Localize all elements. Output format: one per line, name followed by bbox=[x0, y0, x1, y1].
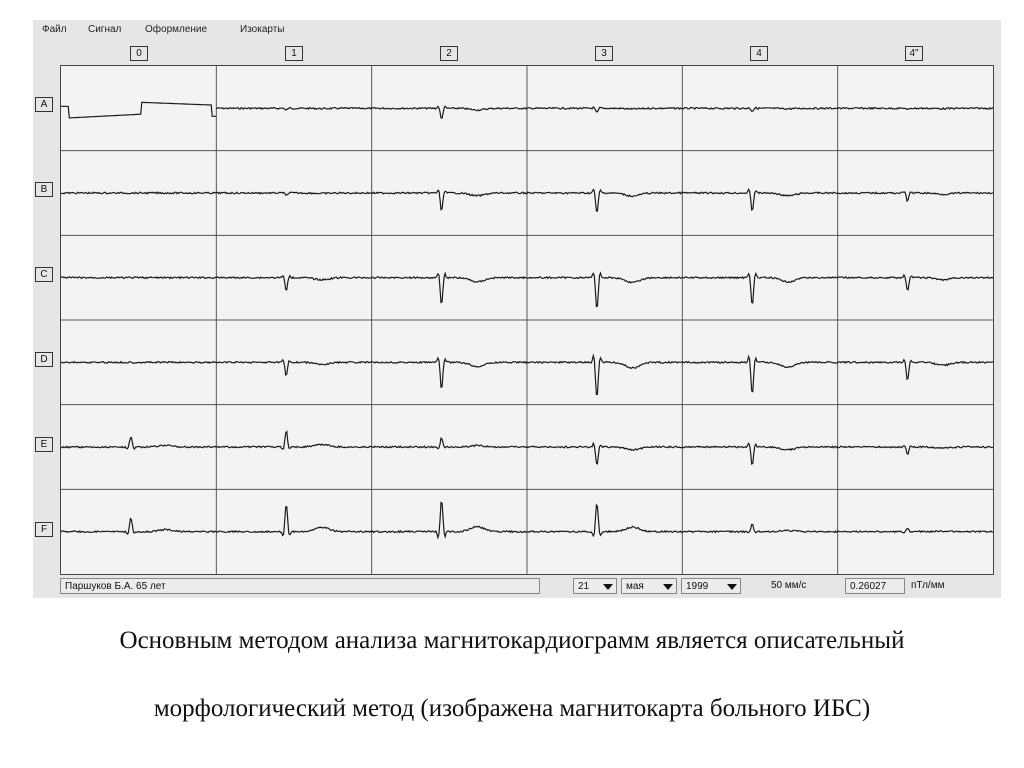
day-dropdown-arrow-icon[interactable] bbox=[603, 584, 613, 590]
menu-bar bbox=[33, 20, 1001, 40]
trace-e-3 bbox=[527, 443, 682, 464]
trace-d-2 bbox=[372, 358, 527, 387]
day-select[interactable] bbox=[573, 578, 617, 594]
month-value: мая bbox=[626, 581, 644, 592]
column-label-3[interactable]: 3 bbox=[595, 46, 613, 61]
scale-unit-label: пТл/мм bbox=[911, 580, 945, 591]
trace-f-1 bbox=[216, 507, 371, 536]
trace-e-0 bbox=[61, 437, 216, 449]
row-label-f[interactable]: F bbox=[35, 522, 53, 537]
trace-c-5 bbox=[838, 275, 993, 290]
speed-label: 50 мм/с bbox=[771, 580, 807, 591]
trace-b-5 bbox=[838, 192, 993, 201]
trace-a-3 bbox=[527, 107, 682, 112]
trace-f-3 bbox=[527, 505, 682, 536]
row-label-d[interactable]: D bbox=[35, 352, 53, 367]
day-value: 21 bbox=[578, 581, 590, 592]
trace-b-0 bbox=[61, 192, 216, 194]
year-value: 1999 bbox=[686, 581, 709, 592]
year-dropdown-arrow-icon[interactable] bbox=[727, 584, 737, 590]
trace-d-4 bbox=[682, 357, 837, 392]
row-label-e[interactable]: E bbox=[35, 437, 53, 452]
trace-b-3 bbox=[527, 190, 682, 212]
trace-d-0 bbox=[61, 362, 216, 364]
application-window bbox=[33, 20, 1001, 598]
trace-a-1 bbox=[216, 108, 371, 110]
menu-appearance[interactable]: Оформление bbox=[145, 24, 208, 35]
trace-b-1 bbox=[216, 192, 371, 195]
trace-a-5 bbox=[838, 108, 993, 110]
scale-value-field[interactable]: 0.26027 bbox=[845, 578, 905, 594]
trace-c-4 bbox=[682, 274, 837, 303]
trace-a-4 bbox=[682, 107, 837, 111]
trace-c-0 bbox=[61, 277, 216, 279]
trace-d-3 bbox=[527, 356, 682, 395]
trace-e-1 bbox=[216, 432, 371, 449]
trace-a-0 bbox=[61, 102, 216, 118]
patient-name-field: Паршуков Б.А. 65 лет bbox=[60, 578, 540, 594]
trace-f-2 bbox=[372, 503, 527, 538]
status-bar bbox=[33, 576, 1001, 598]
year-select[interactable] bbox=[681, 578, 741, 594]
caption-line-2: морфологический метод (изображена магнитокарта больного ИБС) bbox=[153, 695, 871, 722]
signal-plot-area bbox=[60, 65, 994, 575]
column-label-4[interactable]: 4 bbox=[750, 46, 768, 61]
menu-isomaps[interactable]: Изокарты bbox=[240, 24, 285, 35]
trace-c-2 bbox=[372, 273, 527, 302]
column-label-4-prime[interactable]: 4" bbox=[905, 46, 923, 61]
trace-c-1 bbox=[216, 276, 371, 290]
column-label-1[interactable]: 1 bbox=[285, 46, 303, 61]
row-label-b[interactable]: B bbox=[35, 182, 53, 197]
signal-traces bbox=[61, 66, 993, 574]
trace-d-1 bbox=[216, 360, 371, 375]
column-header bbox=[60, 44, 1000, 62]
trace-b-2 bbox=[372, 190, 527, 209]
row-label-a[interactable]: A bbox=[35, 97, 53, 112]
trace-f-4 bbox=[682, 524, 837, 532]
menu-signal[interactable]: Сигнал bbox=[88, 24, 122, 35]
trace-e-2 bbox=[372, 438, 527, 449]
trace-a-2 bbox=[372, 106, 527, 118]
column-label-0[interactable]: 0 bbox=[130, 46, 148, 61]
trace-f-5 bbox=[838, 529, 993, 533]
trace-d-5 bbox=[838, 360, 993, 379]
trace-f-0 bbox=[61, 519, 216, 534]
month-dropdown-arrow-icon[interactable] bbox=[663, 584, 673, 590]
menu-file[interactable]: Файл bbox=[42, 24, 67, 35]
trace-b-4 bbox=[682, 189, 837, 210]
caption-line-1: Основным методом анализа магнитокардиограмм является описательный bbox=[119, 627, 905, 654]
month-select[interactable] bbox=[621, 578, 677, 594]
trace-e-4 bbox=[682, 443, 837, 464]
trace-c-3 bbox=[527, 273, 682, 307]
column-label-2[interactable]: 2 bbox=[440, 46, 458, 61]
row-label-c[interactable]: C bbox=[35, 267, 53, 282]
trace-e-5 bbox=[838, 446, 993, 454]
